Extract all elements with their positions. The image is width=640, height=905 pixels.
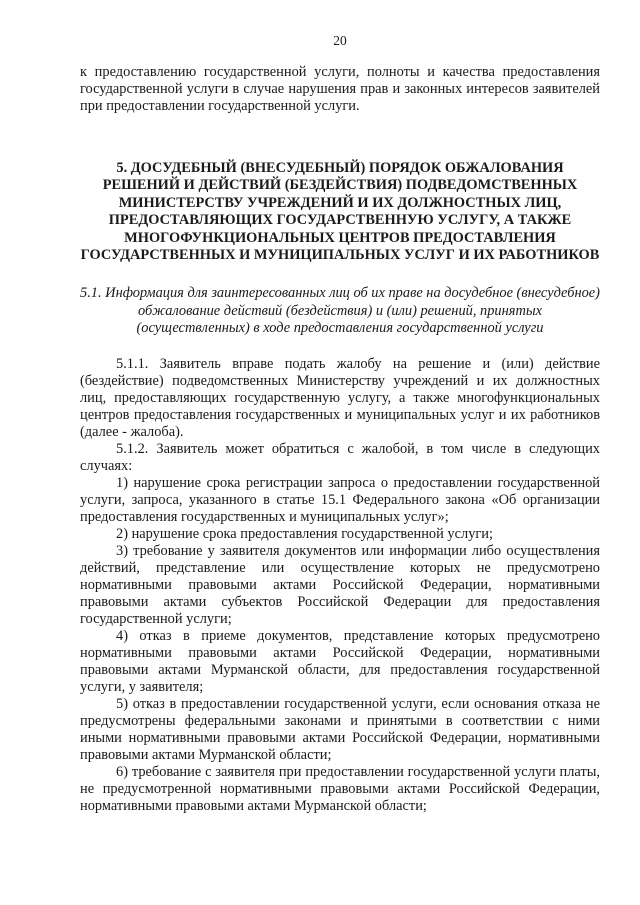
intro-paragraph: к предоставлению государственной услуги, полноты и качества предоставления государственной услуги в случае нарушения прав и законных интересов заявителей при предоставлении государственной услуги. bbox=[80, 64, 600, 114]
list-item-3: 3) требование у заявителя документов или информации либо осуществления действий, представление или осуществление которых не предусмотрено нормативными правовыми актами Российской Федерации, нормативными правовыми актами субъектов Российской Федерации для предоставления государственной услуги; bbox=[80, 542, 600, 627]
list-item-2: 2) нарушение срока предоставления государственной услуги; bbox=[116, 525, 493, 542]
list-item-1: 1) нарушение срока регистрации запроса о предоставлении государственной услуги, запроса, указанного в статье 15.1 Федерального закона «Об организации предоставления государственных и муниципальных услуг»; bbox=[80, 474, 600, 525]
body-text bbox=[80, 356, 600, 815]
paragraph-5-1-1: 5.1.1. Заявитель вправе подать жалобу на решение и (или) действие (бездействие) подведомственных Министерству учреждений и их должностных лиц, предоставляющих государственную услугу, а также многофункциональных центров предоставления государственных и муниципальных услуг и их работников (далее - жалоба). bbox=[80, 355, 600, 440]
list-item-4: 4) отказ в приеме документов, представление которых предусмотрено нормативными правовыми актами Российской Федерации, нормативными правовыми актами Мурманской области, для предоставления государственной услуги, у заявителя; bbox=[80, 627, 600, 695]
page-number: 20 bbox=[333, 33, 347, 48]
paragraph-5-1-2: 5.1.2. Заявитель может обратиться с жалобой, в том числе в следующих случаях: bbox=[80, 440, 600, 474]
subsection-title: 5.1. Информация для заинтересованных лиц об их праве на досудебное (внесудебное) обжалование действий (бездействия) и (или) решений, принятых (осуществленных) в ходе предоставления государственной услуги bbox=[80, 285, 600, 337]
list-item-5: 5) отказ в предоставлении государственной услуги, если основания отказа не предусмотрены федеральными законами и принятыми в соответствии с ними иными нормативными правовыми актами Российской Федерации, нормативными правовыми актами Мурманской области; bbox=[80, 695, 600, 763]
section-title: 5. ДОСУДЕБНЫЙ (ВНЕСУДЕБНЫЙ) ПОРЯДОК ОБЖАЛОВАНИЯ РЕШЕНИЙ И ДЕЙСТВИЙ (БЕЗДЕЙСТВИЯ) ПОДВЕДОМСТВЕННЫХ МИНИСТЕРСТВУ УЧРЕЖДЕНИЙ И ИХ ДОЛЖНОСТНЫХ ЛИЦ, ПРЕДОСТАВЛЯЮЩИХ ГОСУДАРСТВЕННУЮ УСЛУГУ, А ТАКЖЕ МНОГОФУНКЦИОНАЛЬНЫХ ЦЕНТРОВ ПРЕДОСТАВЛЕНИЯ ГОСУДАРСТВЕННЫХ И МУНИЦИПАЛЬНЫХ УСЛУГ И ИХ РАБОТНИКОВ bbox=[80, 160, 600, 264]
document-page bbox=[80, 32, 600, 815]
list-item-6: 6) требование с заявителя при предоставлении государственной услуги платы, не предусмотренной нормативными правовыми актами Российской Федерации, нормативными правовыми актами Мурманской области; bbox=[80, 763, 600, 814]
